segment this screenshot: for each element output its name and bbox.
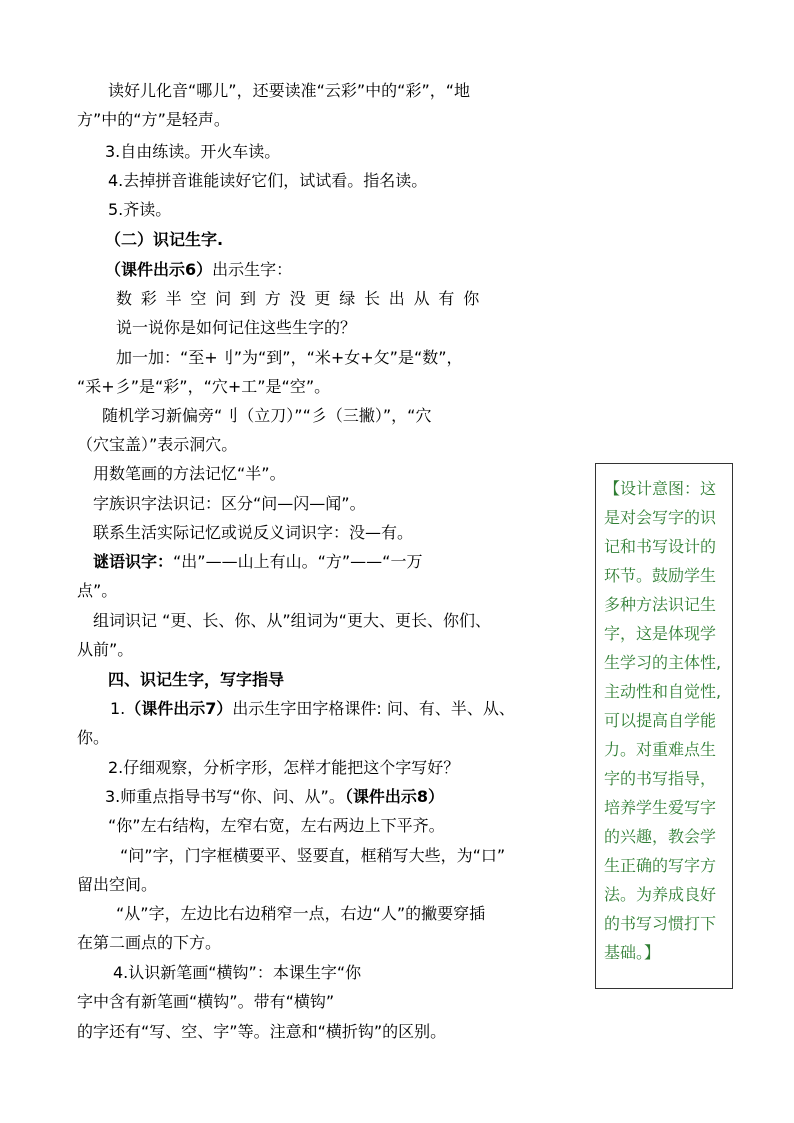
text-line: [93, 551, 422, 573]
text-line: （穴宝盖）”表示洞穴。: [77, 435, 238, 454]
text-segment: 3.师重点指导书写“你、问、从”。: [105, 787, 345, 806]
note-line: 力。对重难点生: [604, 740, 717, 759]
note-line: 法。为养成良好: [604, 885, 717, 904]
design-intent-box: [595, 463, 733, 989]
text-line: 用数笔画的方法记忆“半”。: [93, 464, 286, 483]
text-line: 4.认识新笔画“横钩”：本课生字“你: [113, 963, 362, 982]
note-line: 生学习的主体性,: [604, 653, 722, 672]
note-line: 的兴趣，教会学: [604, 827, 717, 846]
note-line: 环节。鼓励学生: [604, 566, 717, 585]
courseware-label: （课件出示7）: [125, 699, 233, 718]
text-line: 读好儿化音“哪儿”，还要读准“云彩”中的“彩”，“地: [108, 81, 471, 100]
note-line: 字的书写指导，: [604, 769, 717, 788]
note-line: 的书写习惯打下: [604, 914, 717, 933]
text-line: “你”左右结构，左窄右宽，左右两边上下平齐。: [108, 816, 445, 835]
note-line: 记和书写设计的: [604, 537, 717, 556]
section-heading: （二）识记生字.: [105, 230, 224, 249]
text-segment: 出示生字田字格课件: 问、有、半、从、: [232, 699, 515, 718]
riddle-label: 谜语识字：: [93, 552, 174, 571]
text-segment: 出示生字：: [212, 260, 293, 279]
text-line: 4.去掉拼音谁能读好它们，试试看。指名读。: [108, 171, 428, 190]
text-line: 组词识记 “更、长、你、从”组词为“更大、更长、你们、: [93, 611, 491, 630]
note-line: 【设计意图：这: [604, 479, 717, 498]
text-line: 字族识字法识记：区分“问—闪—闻”。: [93, 494, 366, 513]
text-line: “从”字，左边比右边稍窄一点，右边“人”的撇要穿插: [116, 904, 486, 923]
text-line: 说一说你是如何记住这些生字的？: [116, 318, 357, 337]
new-characters-line: 数彩半空问到方没更绿长出从有你: [116, 289, 489, 308]
text-line: 联系生活实际记忆或说反义词识字：没—有。: [93, 523, 414, 542]
note-line: 是对会写字的识: [604, 508, 717, 527]
text-line: 加一加：“至+刂”为“到”，“米+女+攵”是“数”，: [116, 348, 463, 367]
note-line: 基础。】: [604, 943, 661, 962]
text-segment: 1.: [110, 699, 126, 718]
text-line: [105, 786, 444, 808]
note-line: 字，这是体现学: [604, 624, 717, 643]
text-line: [110, 698, 515, 720]
note-line: 主动性和自觉性,: [604, 682, 722, 701]
text-line: 3.自由练读。开火车读。: [105, 142, 281, 161]
text-line: 5.齐读。: [108, 200, 172, 219]
text-line: “采+彡”是“彩”，“穴+工”是“空”。: [77, 377, 331, 396]
text-line: 字中含有新笔画“横钩”。带有“横钩”: [77, 992, 335, 1011]
note-line: 多种方法识记生: [604, 595, 717, 614]
text-line: 留出空间。: [77, 875, 158, 894]
text-line: 方”中的“方”是轻声。: [77, 110, 230, 129]
text-line: 的字还有“写、空、字”等。注意和“横折钩”的区别。: [77, 1022, 447, 1041]
text-line: “问”字，门字框横要平、竖要直，框稍写大些，为“口”: [120, 846, 506, 865]
text-line: 在第二画点的下方。: [77, 933, 222, 952]
courseware-label: （课件出示6）: [105, 260, 213, 279]
text-line: 2.仔细观察，分析字形，怎样才能把这个字写好？: [108, 758, 460, 777]
text-segment: “出”——山上有山。“方”——“一万: [173, 552, 423, 571]
note-line: 可以提高自学能: [604, 711, 717, 730]
note-line: 培养学生爱写字: [604, 798, 717, 817]
text-line: 你。: [77, 728, 110, 747]
text-line: [105, 259, 292, 281]
text-line: 点”。: [77, 581, 118, 600]
courseware-label: （课件出示8）: [344, 787, 444, 806]
section-heading: 四、识记生字，写字指导: [108, 670, 285, 689]
text-line: 从前”。: [77, 640, 134, 659]
text-line: 随机学习新偏旁“刂（立刀）”“彡（三撇）”，“穴: [102, 406, 432, 425]
note-line: 生正确的写字方: [604, 856, 717, 875]
